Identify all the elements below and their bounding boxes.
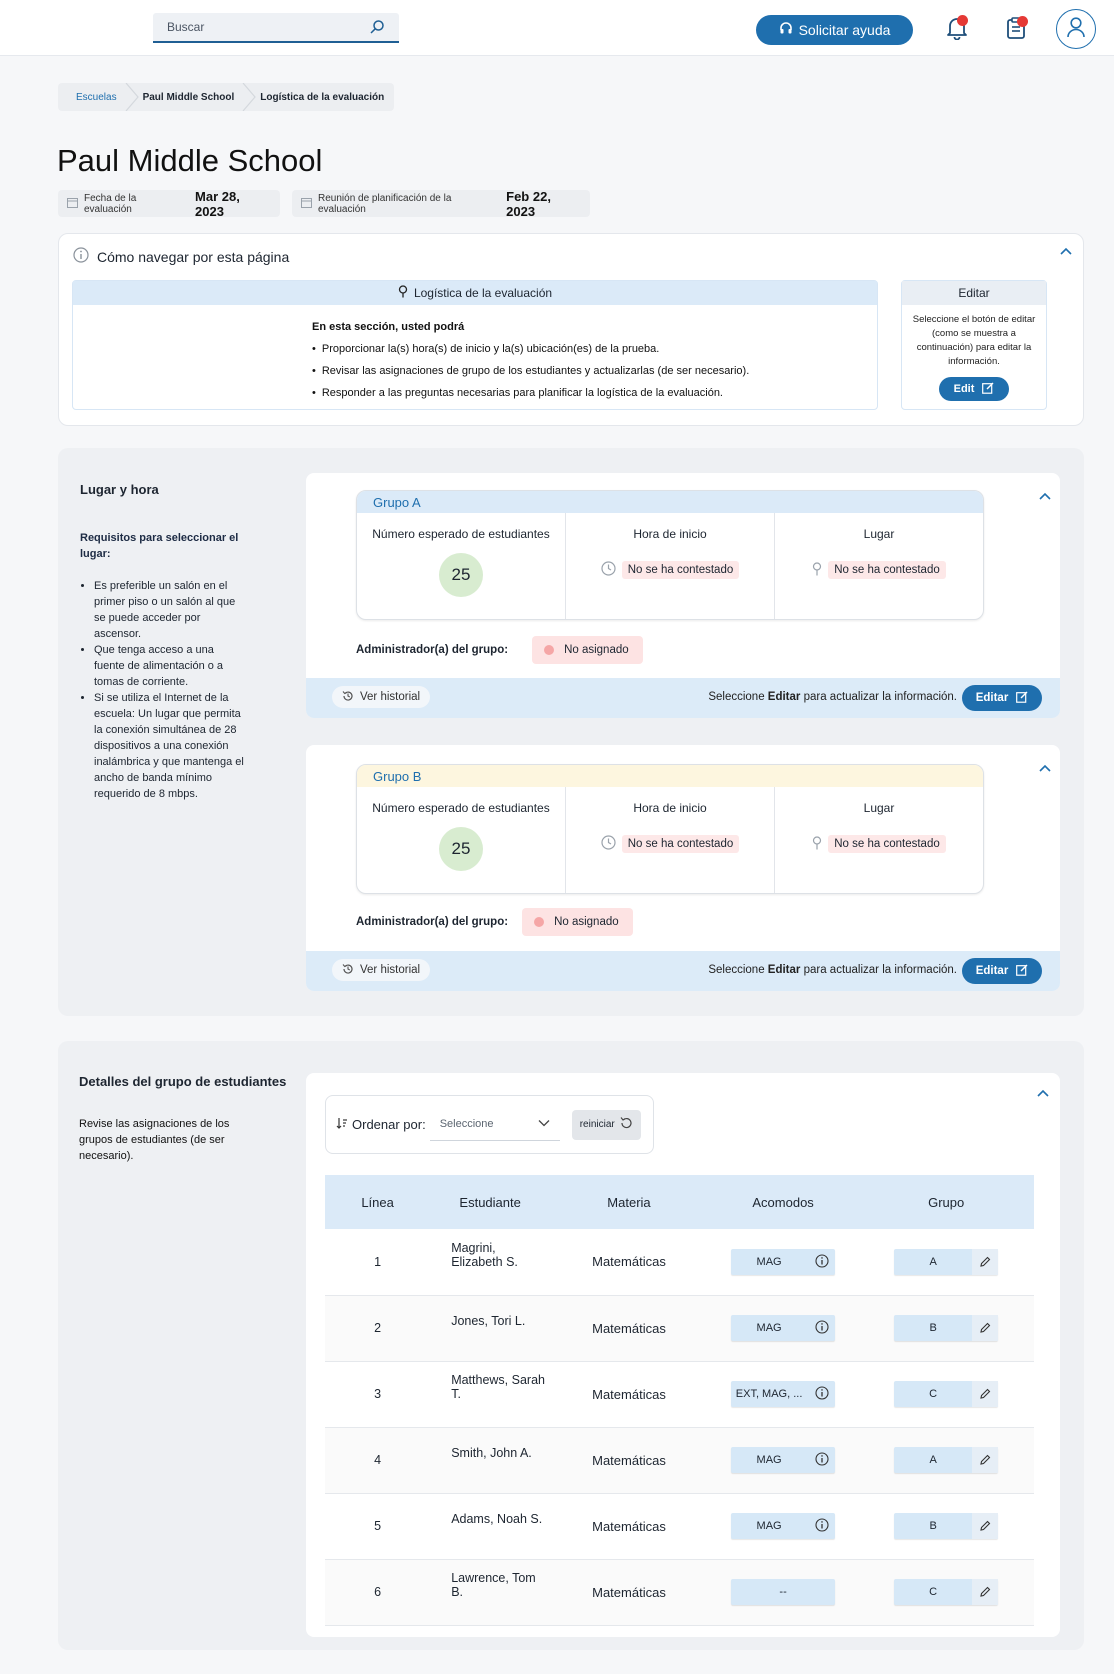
table-header-row	[325, 1175, 1034, 1229]
table-row	[325, 1427, 1034, 1493]
tasks-dot	[1017, 16, 1028, 27]
view-history-label: Ver historial	[360, 964, 421, 976]
place-header: Lugar	[863, 527, 895, 541]
top-bar	[0, 0, 1114, 56]
group-admin-row	[356, 636, 643, 664]
student-table	[325, 1175, 1034, 1626]
row-group-cell	[858, 1559, 1034, 1625]
search-icon[interactable]	[369, 19, 385, 40]
table-row	[325, 1559, 1034, 1625]
requirement-item: • Es preferible un salón en el primer piso o un salón al que se puede acceder por ascensor.	[94, 578, 245, 642]
breadcrumb-separator	[125, 83, 139, 111]
row-group-cell	[858, 1361, 1034, 1427]
group-chip	[894, 1315, 998, 1341]
calendar-icon	[67, 197, 78, 211]
students-column	[357, 513, 565, 620]
sort-select[interactable]	[430, 1109, 560, 1141]
edit-help-text: Seleccione el botón de editar (como se muestra a continuación) para editar la información.	[912, 314, 1036, 367]
row-group-cell	[858, 1229, 1034, 1295]
students-column	[357, 787, 565, 894]
accommodations-value: --	[779, 1586, 787, 1598]
accommodations-chip	[731, 1579, 835, 1605]
place-status: No se ha contestado	[828, 835, 946, 853]
pin-icon	[398, 285, 408, 301]
pencil-icon[interactable]	[972, 1249, 998, 1275]
group-b-footer	[306, 951, 1060, 991]
tasks-button[interactable]	[1006, 16, 1028, 45]
place-header: Lugar	[863, 801, 895, 815]
page-title: Paul Middle School	[57, 143, 323, 178]
pencil-icon[interactable]	[972, 1315, 998, 1341]
notifications-button[interactable]	[946, 16, 968, 45]
row-accommodations-cell	[708, 1295, 858, 1361]
student-count-badge: 25	[439, 553, 483, 597]
search-input[interactable]	[153, 13, 363, 41]
edit-example-label: Edit	[953, 383, 975, 395]
place-requirements	[80, 530, 245, 802]
sort-icon	[336, 1117, 348, 1132]
calendar-icon	[301, 197, 312, 211]
place-status: No se ha contestado	[828, 561, 946, 579]
pencil-icon[interactable]	[972, 1447, 998, 1473]
row-accommodations-cell	[708, 1361, 858, 1427]
history-icon	[342, 963, 354, 978]
group-admin-label: Administrador(a) del grupo:	[356, 644, 509, 656]
table-row	[325, 1493, 1034, 1559]
column-header[interactable]: Línea	[361, 1194, 394, 1210]
accommodations-chip[interactable]	[731, 1513, 835, 1539]
group-a-name: Grupo A	[357, 491, 983, 513]
group-a-footer	[306, 678, 1060, 718]
students-column-header: Número esperado de estudiantes	[372, 527, 550, 541]
edit-group-b-button[interactable]	[962, 958, 1042, 984]
accommodations-chip[interactable]	[731, 1447, 835, 1473]
info-icon[interactable]	[815, 1320, 829, 1337]
accommodations-value: MAG	[756, 1322, 782, 1334]
start-time-status: No se ha contestado	[622, 561, 740, 579]
notification-dot	[957, 15, 968, 26]
accommodations-value: MAG	[756, 1255, 782, 1268]
reset-label: reiniciar	[579, 1119, 615, 1130]
group-chip	[894, 1579, 998, 1605]
navigation-help-panel	[58, 233, 1084, 426]
pin-icon	[812, 562, 822, 579]
evaluation-date-value: Mar 28, 2023	[195, 188, 240, 219]
meeting-date-chip	[292, 190, 590, 217]
group-b-name: Grupo B	[357, 765, 983, 787]
row-subject: Matemáticas	[592, 1320, 666, 1336]
group-value: B	[929, 1322, 937, 1334]
footer-instruction: Seleccione Editar para actualizar la información.	[708, 964, 957, 976]
student-groups-section	[58, 1041, 1084, 1650]
students-column-header: Número esperado de estudiantes	[372, 801, 550, 815]
reset-button[interactable]	[572, 1110, 641, 1140]
group-value: B	[929, 1520, 937, 1532]
logistics-card	[72, 280, 878, 410]
reset-icon	[619, 1116, 633, 1133]
row-accommodations-cell	[708, 1229, 858, 1295]
clock-icon	[601, 561, 616, 579]
row-subject: Matemáticas	[592, 1452, 666, 1468]
table-row	[325, 1361, 1034, 1427]
user-avatar[interactable]	[1056, 9, 1096, 49]
row-subject: Matemáticas	[592, 1386, 666, 1402]
group-value: C	[929, 1388, 938, 1400]
place-column	[774, 787, 983, 894]
group-a-card	[306, 473, 1060, 718]
request-help-button[interactable]	[756, 15, 913, 45]
column-header[interactable]: Estudiante	[459, 1194, 521, 1210]
evaluation-date-chip	[58, 190, 280, 217]
meeting-date-value: Feb 22, 2023	[506, 188, 551, 219]
group-chip	[894, 1447, 998, 1473]
student-groups-subtitle: Revise las asignaciones de los grupos de estudiantes (de ser necesario).	[79, 1118, 230, 1162]
row-student: Smith, John A.	[451, 1446, 532, 1460]
start-time-header: Hora de inicio	[633, 527, 707, 541]
sort-label: Ordenar por:	[352, 1117, 426, 1132]
group-b-summary	[356, 764, 984, 894]
group-admin-value: No asignado	[554, 916, 619, 928]
row-subject: Matemáticas	[592, 1254, 666, 1270]
info-icon	[73, 247, 89, 266]
logistics-card-header	[73, 281, 877, 305]
info-icon[interactable]	[815, 1254, 829, 1271]
row-line: 3	[374, 1387, 382, 1401]
start-time-column	[565, 787, 774, 894]
accommodations-chip[interactable]	[731, 1315, 835, 1341]
row-subject: Matemáticas	[592, 1584, 666, 1600]
row-accommodations-cell	[708, 1427, 858, 1493]
pin-icon	[812, 836, 822, 853]
breadcrumb	[58, 83, 394, 111]
chevron-up-icon[interactable]	[1059, 243, 1073, 261]
chevron-up-icon[interactable]	[1038, 760, 1052, 778]
status-dot	[544, 645, 554, 655]
view-history-button[interactable]	[332, 959, 430, 981]
student-count-badge: 25	[439, 827, 483, 871]
row-line: 2	[374, 1321, 382, 1335]
navigation-help-title	[73, 247, 289, 266]
accommodations-value: EXT, MAG, ...	[735, 1388, 803, 1400]
group-admin-status[interactable]	[532, 636, 643, 664]
table-row	[325, 1229, 1034, 1295]
row-student: Adams, Noah S.	[451, 1512, 543, 1526]
evaluation-date-label: Fecha de la evaluación	[84, 192, 137, 215]
edit-help-title: Editar	[902, 281, 1046, 305]
clipboard-icon	[1006, 27, 1028, 44]
group-value: A	[929, 1454, 937, 1466]
request-help-label: Solicitar ayuda	[798, 22, 891, 38]
clock-icon	[601, 835, 616, 853]
logistics-card-body	[312, 316, 749, 404]
info-icon[interactable]	[815, 1386, 829, 1403]
footer-instruction: Seleccione Editar para actualizar la información.	[708, 691, 957, 703]
group-value: C	[929, 1586, 938, 1598]
edit-icon	[1016, 691, 1028, 706]
row-student: Matthews, Sarah T.	[451, 1373, 545, 1401]
group-admin-value: No asignado	[564, 644, 629, 656]
column-header[interactable]: Acomodos	[752, 1194, 814, 1210]
breadcrumb-current: Logística de la evaluación	[260, 91, 385, 103]
pencil-icon[interactable]	[972, 1381, 998, 1407]
student-table-card	[306, 1073, 1060, 1637]
logistics-lead: En esta sección, usted podrá	[312, 321, 465, 333]
row-line: 1	[374, 1254, 382, 1269]
group-a-summary	[356, 490, 984, 620]
table-row	[325, 1295, 1034, 1361]
pencil-icon[interactable]	[972, 1579, 998, 1605]
row-student: Magrini, Elizabeth S.	[451, 1240, 518, 1269]
status-dot	[534, 917, 544, 927]
edit-button-label: Editar	[975, 965, 1009, 977]
place-column	[774, 513, 983, 620]
group-chip	[894, 1513, 998, 1539]
edit-icon	[982, 382, 994, 397]
group-chip	[894, 1249, 998, 1275]
breadcrumb-schools[interactable]: Escuelas	[76, 91, 117, 103]
place-time-section	[58, 448, 1084, 1016]
start-time-column	[565, 513, 774, 620]
edit-group-a-button[interactable]	[962, 685, 1042, 711]
place-requirements-title: Requisitos para seleccionar el lugar:	[80, 532, 239, 560]
group-admin-row	[356, 908, 633, 936]
column-header[interactable]: Grupo	[928, 1194, 965, 1210]
info-icon[interactable]	[815, 1518, 829, 1535]
row-line: 4	[374, 1453, 382, 1467]
student-groups-title: Detalles del grupo de estudiantes	[79, 1074, 287, 1089]
edit-help-card	[901, 280, 1047, 410]
group-admin-label: Administrador(a) del grupo:	[356, 916, 509, 928]
row-line: 6	[374, 1585, 382, 1599]
sort-select-value: Seleccione	[439, 1118, 494, 1130]
row-line: 5	[374, 1519, 382, 1533]
group-admin-status[interactable]	[522, 908, 633, 936]
group-b-card	[306, 745, 1060, 991]
accommodations-value: MAG	[756, 1520, 782, 1532]
logistics-bullet: • Responder a las preguntas necesarias para planificar la logística de la evaluación.	[312, 382, 749, 404]
logistics-bullet: • Proporcionar la(s) hora(s) de inicio y la(s) ubicación(es) de la prueba.	[312, 338, 749, 360]
place-time-title: Lugar y hora	[80, 482, 159, 497]
accommodations-value: MAG	[756, 1454, 782, 1466]
logistics-card-title: Logística de la evaluación	[413, 286, 553, 300]
breadcrumb-separator	[242, 83, 256, 111]
row-student: Lawrence, Tom B.	[451, 1571, 536, 1599]
history-icon	[342, 690, 354, 705]
headset-icon	[779, 22, 793, 39]
pencil-icon[interactable]	[972, 1513, 998, 1539]
view-history-label: Ver historial	[360, 691, 421, 703]
chevron-down-icon	[538, 1118, 550, 1130]
breadcrumb-school[interactable]: Paul Middle School	[142, 91, 235, 103]
navigation-help-title-text: Cómo navegar por esta página	[97, 248, 290, 265]
accommodations-chip[interactable]	[731, 1381, 835, 1407]
start-time-header: Hora de inicio	[633, 801, 707, 815]
edit-button-label: Editar	[975, 692, 1009, 704]
edit-example-button[interactable]	[939, 377, 1009, 401]
logistics-bullet: • Revisar las asignaciones de grupo de los estudiantes y actualizarlas (de ser necesario).	[312, 360, 749, 382]
group-value: A	[929, 1255, 937, 1268]
row-group-cell	[858, 1427, 1034, 1493]
requirement-item: • Si se utiliza el Internet de la escuela: Un lugar que permita la conexión simultánea de 28 dispositivos a una conexión inalámbrica y que mantenga el ancho de banda mínimo requerido de 8 mbps.	[94, 690, 245, 802]
chevron-up-icon[interactable]	[1038, 488, 1052, 506]
chevron-up-icon[interactable]	[1036, 1085, 1050, 1103]
column-header[interactable]: Materia	[607, 1194, 651, 1210]
sort-toolbar	[325, 1095, 654, 1154]
row-subject: Matemáticas	[592, 1518, 666, 1534]
group-chip	[894, 1381, 998, 1407]
search-box[interactable]	[153, 13, 399, 43]
requirement-item: • Que tenga acceso a una fuente de alimentación o a tomas de corriente.	[94, 642, 245, 690]
view-history-button[interactable]	[332, 686, 430, 708]
row-group-cell	[858, 1295, 1034, 1361]
edit-icon	[1016, 964, 1028, 979]
row-accommodations-cell	[708, 1493, 858, 1559]
user-icon	[1066, 16, 1086, 43]
row-accommodations-cell	[708, 1559, 858, 1625]
start-time-status: No se ha contestado	[622, 835, 740, 853]
row-student: Jones, Tori L.	[451, 1314, 526, 1328]
accommodations-chip[interactable]	[731, 1249, 835, 1275]
bell-icon	[946, 27, 968, 44]
info-icon[interactable]	[815, 1452, 829, 1469]
row-group-cell	[858, 1493, 1034, 1559]
meeting-date-label: Reunión de planificación de la evaluación	[318, 192, 452, 215]
